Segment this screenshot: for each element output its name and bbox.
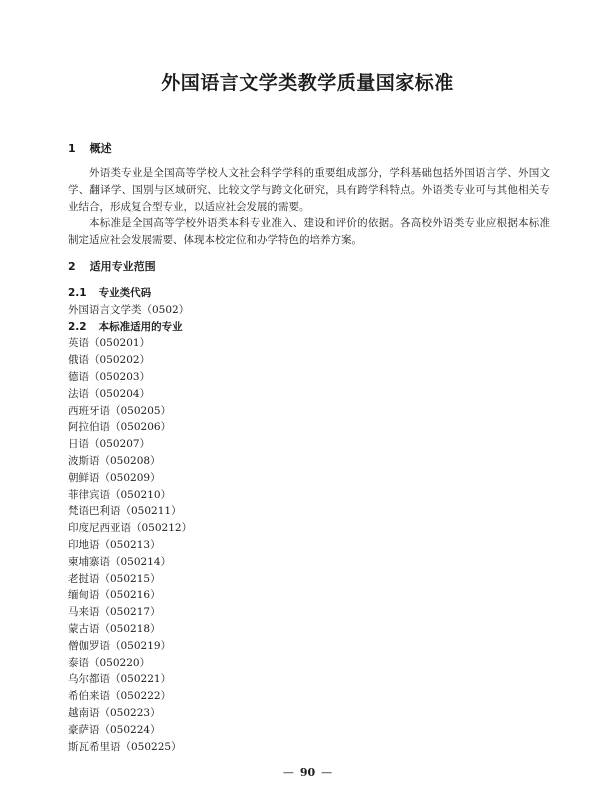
list-item: 朝鲜语（050209） <box>68 471 161 484</box>
subsection-2-2-heading <box>68 319 550 336</box>
list-item: 老挝语（050215） <box>68 572 161 585</box>
page-number-dash-left: — <box>282 766 294 779</box>
list-item: 越南语（050223） <box>68 706 161 719</box>
page-footer <box>0 765 615 781</box>
list-item: 豪萨语（050224） <box>68 723 161 736</box>
section-1-number: 1 <box>68 142 76 155</box>
list-item: 缅甸语（050216） <box>68 589 161 602</box>
list-item: 蒙古语（050218） <box>68 622 161 635</box>
list-item: 泰语（050220） <box>68 656 151 669</box>
section-1-title: 概述 <box>89 142 112 155</box>
subsection-2-1-number: 2.1 <box>68 286 87 299</box>
subsection-2-2-number: 2.2 <box>68 320 87 333</box>
list-item: 梵语巴利语（050211） <box>68 505 182 518</box>
list-item: 菲律宾语（050210） <box>68 488 172 501</box>
section-2-heading <box>68 259 550 275</box>
subsection-2-2-title: 本标准适用的专业 <box>98 320 183 333</box>
list-item: 斯瓦希里语（050225） <box>68 740 182 753</box>
list-item: 僧伽罗语（050219） <box>68 639 172 652</box>
list-item: 西班牙语（050205） <box>68 404 172 417</box>
list-item: 日语（050207） <box>68 438 151 451</box>
list-item: 波斯语（050208） <box>68 454 161 467</box>
section-1-heading <box>68 141 550 157</box>
list-item: 英语（050201） <box>68 337 151 350</box>
list-item: 印地语（050213） <box>68 538 161 551</box>
list-item: 德语（050203） <box>68 370 151 383</box>
list-item: 法语（050204） <box>68 387 151 400</box>
list-item: 俄语（050202） <box>68 354 151 367</box>
subsection-2-1-heading <box>68 285 550 302</box>
list-item: 印度尼西亚语（050212） <box>68 522 193 535</box>
section-2-number: 2 <box>68 259 76 273</box>
subsection-2-1-title: 专业类代码 <box>98 286 152 299</box>
page-number-dash-right: — <box>321 766 333 779</box>
section-1-paragraph-2: 本标准是全国高等学校外语类本科专业准入、建设和评价的依据。各高校外语类专业应根据本标准制定适应社会发展需要、体现本校定位和办学特色的培养方案。 <box>68 217 550 247</box>
list-item: 乌尔都语（050221） <box>68 673 172 686</box>
section-1-paragraph-1: 外语类专业是全国高等学校人文社会科学学科的重要组成部分，学科基础包括外国语言学、外国文学、翻译学、国别与区域研究、比较文学与跨文化研究，具有跨学科特点。外语类专业可与其他相关专业结合，形成复合型专业，以适应社会发展的需要。 <box>68 167 550 213</box>
page-title: 外国语言文学类教学质量国家标准 <box>161 72 454 94</box>
list-item: 柬埔寨语（050214） <box>68 555 172 568</box>
list-item: 希伯来语（050222） <box>68 690 172 703</box>
section-2-title: 适用专业范围 <box>89 259 156 273</box>
discipline-code: 外国语言文学类（0502） <box>68 303 190 316</box>
major-list <box>68 335 550 755</box>
list-item: 马来语（050217） <box>68 606 161 619</box>
list-item: 阿拉伯语（050206） <box>68 421 172 434</box>
document-body <box>68 141 550 755</box>
page-number: 90 <box>299 766 316 779</box>
